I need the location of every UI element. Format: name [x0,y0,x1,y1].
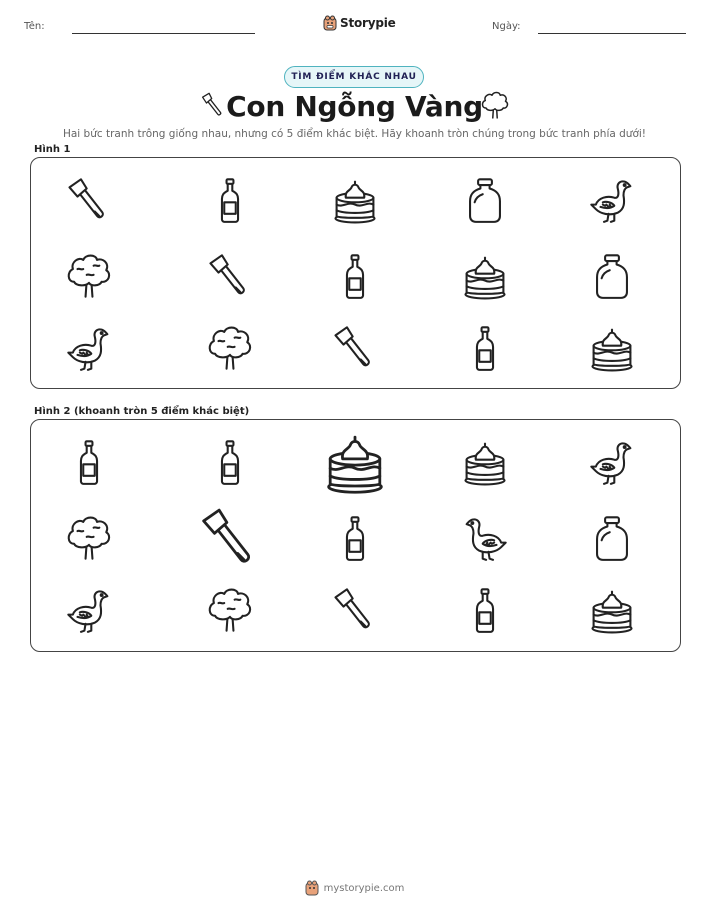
picture2-cell-r2-c2[interactable] [195,507,265,569]
picture2-cell-r1-c1[interactable] [54,431,124,493]
cake-icon [589,587,635,633]
picture1-cell-r3-c3[interactable] [320,317,390,379]
flask-icon [589,515,635,561]
picture2-cell-r2-c3[interactable] [320,507,390,569]
title-tree-icon [480,90,510,120]
footer-mascot-icon [305,880,319,896]
storypie-mascot-icon [323,15,337,31]
activity-badge: TÌM ĐIỂM KHÁC NHAU [284,66,424,88]
footer [0,880,709,896]
picture1-cell-r1-c1[interactable] [54,169,124,231]
picture2-cell-r1-c5[interactable] [577,431,647,493]
name-label: Tên: [24,21,45,32]
bottle-icon [462,325,508,371]
cake-icon [589,325,635,371]
picture1-cell-r1-c3[interactable] [320,169,390,231]
tree-icon [66,253,112,299]
cake-icon [324,431,386,493]
picture1-cell-r3-c1[interactable] [54,317,124,379]
picture2-cell-r3-c3[interactable] [320,579,390,641]
brand-name: Storypie [340,16,396,30]
picture2-cell-r1-c3[interactable] [320,431,390,493]
picture1-cell-r1-c4[interactable] [450,169,520,231]
goose-icon [589,177,635,223]
instruction-text: Hai bức tranh trông giống nhau, nhưng có 5 điểm khác biệt. Hãy khoanh tròn chúng trong bức tranh phía dưới! [62,128,647,140]
bottle-icon [462,587,508,633]
goose-icon [66,325,112,371]
goose-icon [462,515,508,561]
picture1-label: Hình 1 [34,144,71,155]
picture1-cell-r1-c2[interactable] [195,169,265,231]
tree-icon [207,587,253,633]
bottle-icon [332,253,378,299]
picture2-cell-r2-c5[interactable] [577,507,647,569]
axe-icon [199,507,261,569]
tree-icon [207,325,253,371]
picture1-cell-r1-c5[interactable] [577,169,647,231]
axe-icon [207,253,253,299]
picture2-cell-r2-c1[interactable] [54,507,124,569]
picture2-cell-r3-c1[interactable] [54,579,124,641]
name-line[interactable] [72,33,255,34]
bottle-icon [207,177,253,223]
picture1-cell-r3-c4[interactable] [450,317,520,379]
axe-icon [332,325,378,371]
picture2-cell-r3-c2[interactable] [195,579,265,641]
picture2-cell-r2-c4[interactable] [450,507,520,569]
picture1-cell-r2-c1[interactable] [54,245,124,307]
date-label: Ngày: [492,21,521,32]
bottle-icon [207,439,253,485]
picture2-cell-r1-c4[interactable] [450,431,520,493]
bottle-icon [66,439,112,485]
picture1-cell-r3-c2[interactable] [195,317,265,379]
goose-icon [589,439,635,485]
page-title: Con Ngỗng Vàng [226,90,483,123]
picture1-cell-r2-c5[interactable] [577,245,647,307]
picture2-cell-r3-c5[interactable] [577,579,647,641]
axe-icon [66,177,112,223]
picture2-cell-r1-c2[interactable] [195,431,265,493]
brand-logo [323,13,396,33]
date-line[interactable] [538,33,686,34]
footer-url[interactable]: mystorypie.com [323,882,405,894]
flask-icon [462,177,508,223]
goose-icon [66,587,112,633]
picture2-cell-r3-c4[interactable] [450,579,520,641]
picture2-label: Hình 2 (khoanh tròn 5 điểm khác biệt) [34,406,250,417]
cake-icon [462,439,508,485]
cake-icon [462,253,508,299]
picture1-cell-r2-c2[interactable] [195,245,265,307]
cake-icon [332,177,378,223]
axe-icon [332,587,378,633]
picture1-cell-r2-c4[interactable] [450,245,520,307]
flask-icon [589,253,635,299]
picture1-cell-r3-c5[interactable] [577,317,647,379]
tree-icon [66,515,112,561]
bottle-icon [332,515,378,561]
picture1-cell-r2-c3[interactable] [320,245,390,307]
